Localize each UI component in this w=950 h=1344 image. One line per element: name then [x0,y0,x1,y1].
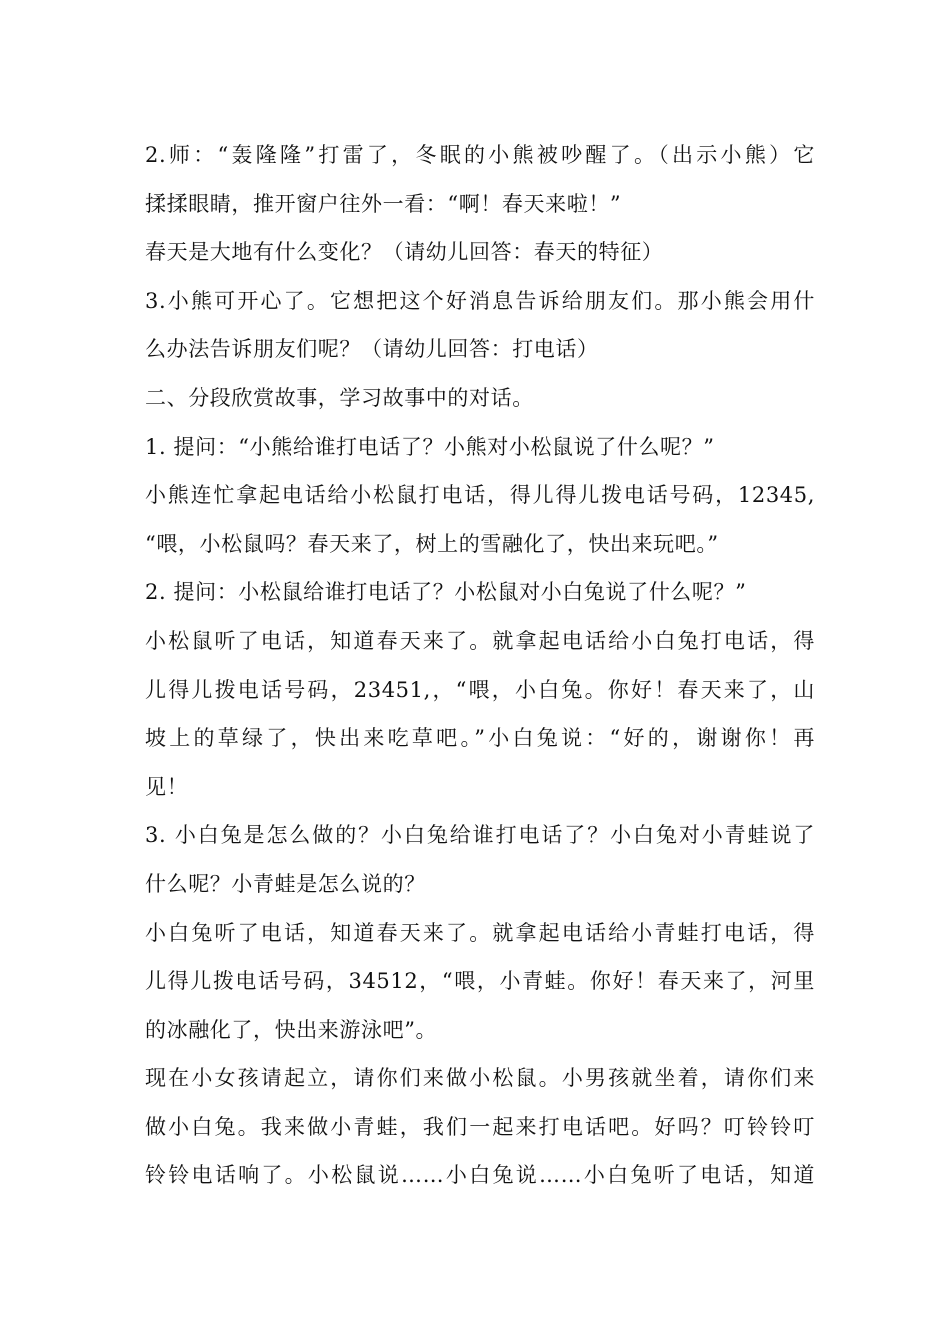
text-line: 春天是大地有什么变化？（请幼儿回答：春天的特征） [145,240,664,265]
text-line: 坡上的草绿了，快出来吃草吧。”小白兔说：“好的，谢谢你！再 [145,726,815,751]
text-line: 3. 小白兔是怎么做的？小白兔给谁打电话了？小白兔对小青蛙说了 [145,823,815,848]
text-line: “喂，小松鼠吗？春天来了，树上的雪融化了，快出来玩吧。” [145,531,719,556]
text-line: 小熊连忙拿起电话给小松鼠打电话，得儿得儿拨电话号码，12345, [145,483,815,508]
text-line: 1. 提问：“小熊给谁打电话了？小熊对小松鼠说了什么呢？” [145,434,715,459]
text-line: 见！ [145,774,189,799]
text-line: 铃铃电话响了。小松鼠说……小白兔说……小白兔听了电话，知道 [145,1163,815,1188]
document-body [145,131,815,1200]
text-line: 小松鼠听了电话，知道春天来了。就拿起电话给小白兔打电话，得 [145,628,815,653]
text-line: 的冰融化了，快出来游泳吧”。 [145,1017,438,1042]
text-line: 2. 提问：小松鼠给谁打电话了？小松鼠对小白兔说了什么呢？” [145,580,747,605]
text-line: 揉揉眼睛，推开窗户往外一看：“啊！春天来啦！” [145,191,622,216]
text-line: 儿得儿拨电话号码，23451,，“喂，小白兔。你好！春天来了，山 [145,677,815,702]
text-line: 做小白兔。我来做小青蛙，我们一起来打电话吧。好吗？叮铃铃叮 [145,1114,815,1139]
text-line: 么办法告诉朋友们呢？（请幼儿回答：打电话） [145,337,599,362]
text-line: 小白兔听了电话，知道春天来了。就拿起电话给小青蛙打电话，得 [145,920,815,945]
text-line: 什么呢？小青蛙是怎么说的？ [145,871,426,896]
text-line: 二、分段欣赏故事，学习故事中的对话。 [145,385,534,410]
text-line: 3.小熊可开心了。它想把这个好消息告诉给朋友们。那小熊会用什 [145,288,815,313]
text-line: 现在小女孩请起立，请你们来做小松鼠。小男孩就坐着，请你们来 [145,1066,815,1091]
text-line: 2.师：“轰隆隆”打雷了，冬眠的小熊被吵醒了。（出示小熊）它 [145,143,815,167]
text-line: 儿得儿拨电话号码，34512，“喂，小青蛙。你好！春天来了，河里 [145,969,815,994]
